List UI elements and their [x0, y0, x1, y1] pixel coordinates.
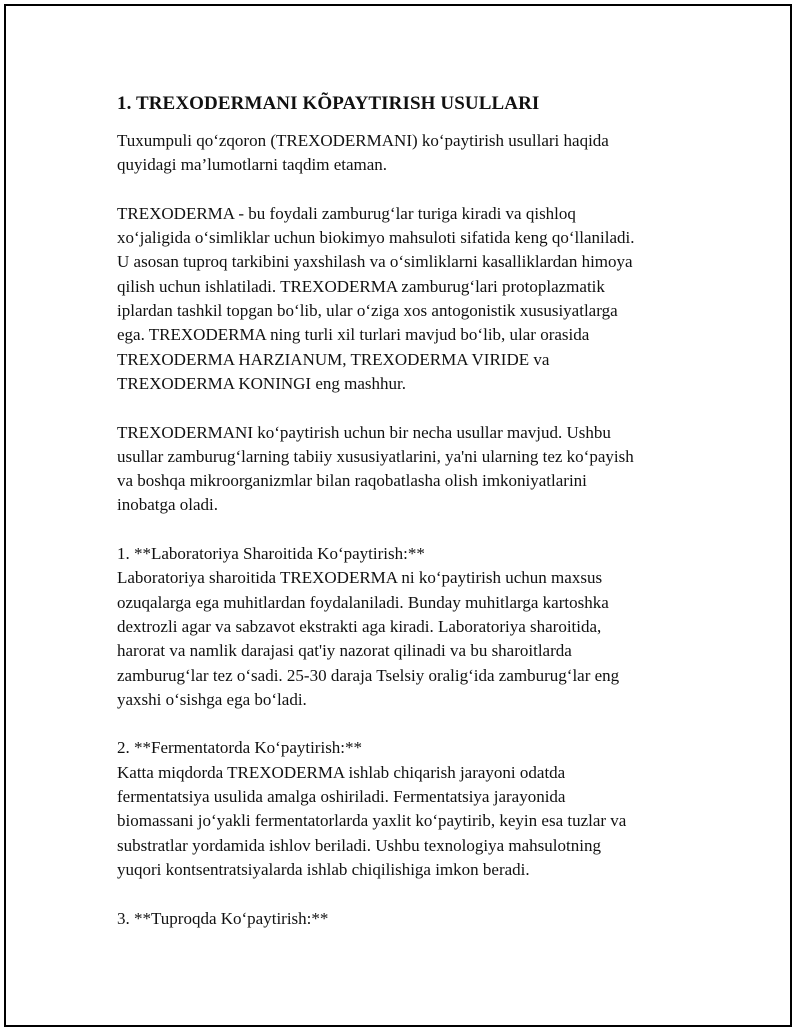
document-title: 1. TREXODERMANI KÕPAYTIRISH USULLARI — [117, 93, 540, 114]
document-body — [117, 92, 697, 931]
laboratory-method-section: 1. **Laboratoriya Sharoitida Ko‘paytirish:** Laboratoriya sharoitida TREXODERMA ni ko‘paytirish uchun maxsus ozuqalarga ega muhitlardan foydalaniladi. Bunday muhitlarga kartoshka dextrozli agar va sabzavot ekstrakti aga kiradi. Laboratoriya sharoitida, harorat va namlik darajasi qat'iy nazorat qilinadi va bu sharoitlarda zamburug‘lar tez o‘sadi. 25-30 daraja Tselsiy oralig‘ida zamburug‘lar eng yaxshi o‘sishga ega bo‘ladi. — [117, 544, 620, 709]
paragraph-gap — [117, 396, 697, 420]
fermenter-method-section: 2. **Fermentatorda Ko‘paytirish:** Katta miqdorda TREXODERMA ishlab chiqarish jarayoni odatda fermentatsiya usulida amalga oshiriladi. Fermentatsiya jarayonida biomassani jo‘yakli fermentatorlarda yaxlit ko‘paytirib, keyin esa tuzlar va substratlar yordamida ishlov beriladi. Ushbu texnologiya mahsulotning yuqori kontsentratsiyalarda ishlab chiqilishiga imkon beradi. — [117, 738, 627, 879]
intro-paragraph: Tuxumpuli qo‘zqoron (TREXODERMANI) ko‘paytirish usullari haqida quyidagi ma’lumotlarni taqdim etaman. — [117, 131, 609, 175]
paragraph-gap — [117, 518, 697, 542]
paragraph-gap — [117, 882, 697, 906]
trexoderma-description-paragraph: TREXODERMA - bu foydali zamburug‘lar turiga kiradi va qishloq xo‘jaligida o‘simliklar uchun biokimyo mahsuloti sifatida keng qo‘llaniladi. U asosan tuproq tarkibini yaxshilash va o‘simliklarni kasalliklardan himoya qilish uchun ishlatiladi. TREXODERMA zamburug‘lari protoplazmatik iplardan tashkil topgan bo‘lib, ular o‘ziga xos antogonistik xususiyatlarga ega. TREXODERMA ning turli xil turlari mavjud bo‘lib, ular orasida TREXODERMA HARZIANUM, TREXODERMA VIRIDE va TREXODERMA KONINGI eng mashhur. — [117, 203, 635, 393]
paragraph-gap — [117, 712, 697, 736]
soil-method-heading: 3. **Tuproqda Ko‘paytirish:** — [117, 908, 329, 928]
methods-overview-paragraph: TREXODERMANI ko‘paytirish uchun bir necha usullar mavjud. Ushbu usullar zamburug‘larning tabiiy xususiyatlarini, ya'ni ularning tez ko‘payish va boshqa mikroorganizmlar bilan raqobatlasha olish imkoniyatlarini inobatga oladi. — [117, 422, 634, 515]
paragraph-gap — [117, 178, 697, 202]
